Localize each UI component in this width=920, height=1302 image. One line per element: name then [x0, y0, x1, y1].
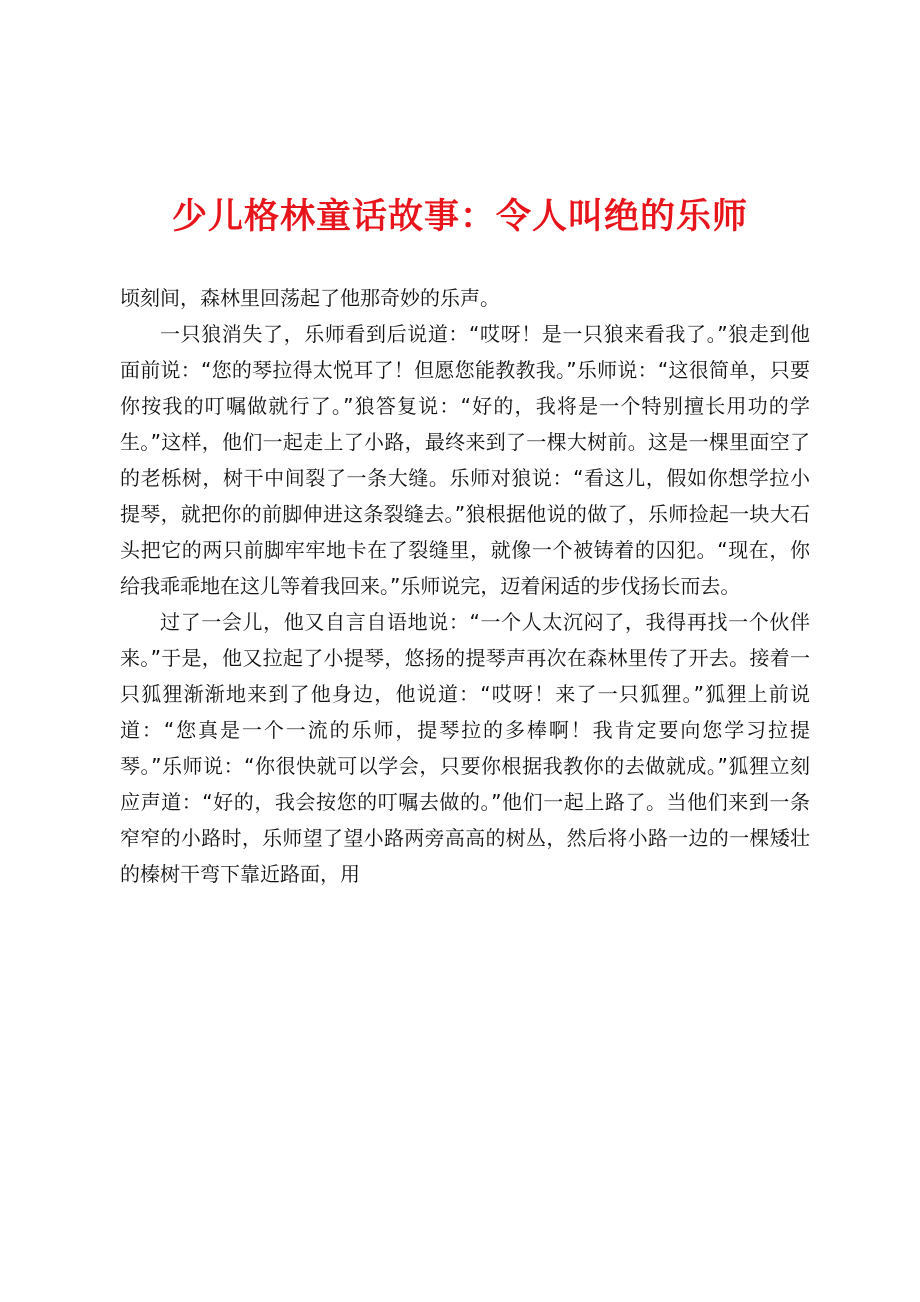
document-title: 少儿格林童话故事：令人叫绝的乐师 [171, 196, 748, 237]
paragraph-1: 顷刻间，森林里回荡起了他那奇妙的乐声。 [120, 286, 500, 310]
paragraph-2: 一只狼消失了，乐师看到后说道：“哎呀！是一只狼来看我了。”狼走到他面前说：“您的琴拉得太悦耳了！但愿您能教教我。”乐师说：“这很简单，只要你按我的叮嘱做就行了。”狼答复说：“好的，我将是一个特别擅长用功的学生。”这样，他们一起走上了小路，最终来到了一棵大树前。这是一棵里面空了的老栎树，树干中间裂了一条大缝。乐师对狼说：“看这儿，假如你想学拉小提琴，就把你的前脚伸进这条裂缝去。”狼根据他说的做了，乐师捡起一块大石头把它的两只前脚牢牢地卡在了裂缝里，就像一个被铸着的囚犯。“现在，你给我乖乖地在这儿等着我回来。”乐师说完，迈着闲适的步伐扬长而去。 [120, 322, 810, 598]
document-body [120, 280, 810, 892]
paragraph-3: 过了一会儿，他又自言自语地说：“一个人太沉闷了，我得再找一个伙伴来。”于是，他又拉起了小提琴，悠扬的提琴声再次在森林里传了开去。接着一只狐狸渐渐地来到了他身边，他说道：“哎呀！来了一只狐狸。”狐狸上前说道：“您真是一个一流的乐师，提琴拉的多棒啊！我肯定要向您学习拉提琴。”乐师说：“你很快就可以学会，只要你根据我教你的去做就成。”狐狸立刻应声道：“好的，我会按您的叮嘱去做的。”他们一起上路了。当他们来到一条窄窄的小路时，乐师望了望小路两旁高高的树丛，然后将小路一边的一棵矮壮的榛树干弯下靠近路面，用 [120, 610, 810, 886]
